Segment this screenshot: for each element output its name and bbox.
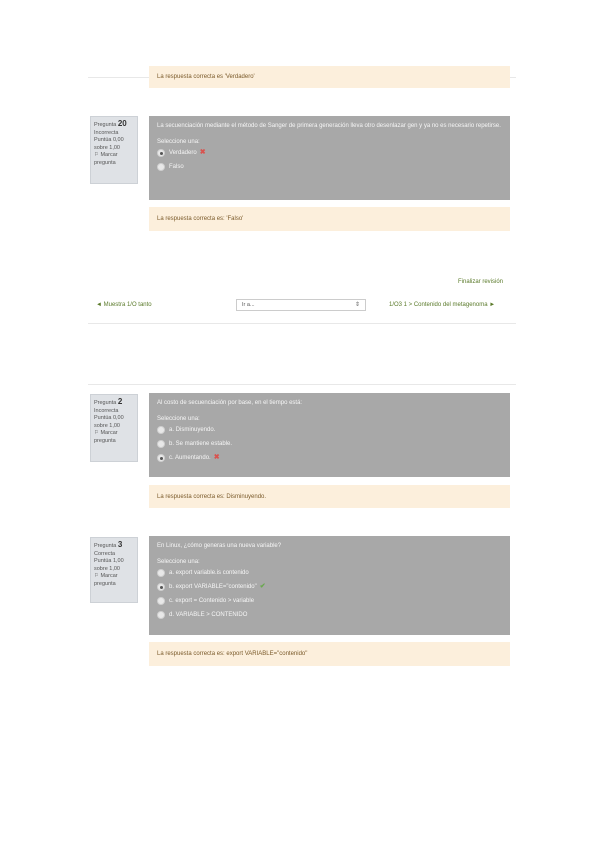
incorrect-icon: ✖ [213,454,220,461]
question-info-3 [90,537,138,603]
question-status: Correcta [94,550,116,557]
option-row[interactable] [157,566,502,580]
radio-button[interactable] [157,454,165,462]
option-label: d. VARIABLE > CONTENIDO [169,612,248,618]
jump-to-select[interactable] [236,299,366,311]
flag-label: Marcar pregunta [94,430,118,444]
check-icon: ✔ [259,583,266,590]
select-one-label: Seleccione una: [157,416,200,422]
select-one-label: Seleccione una: [157,139,200,145]
option-label: a. Disminuyendo. [169,427,216,433]
feedback-top [149,66,510,88]
question-box-3 [149,536,510,635]
option-label: b. Se mantiene estable. [169,441,233,447]
option-row[interactable] [157,608,502,622]
option-row[interactable] [157,580,502,594]
question-status: Incorrecta [94,407,119,414]
feedback-top-text: La respuesta correcta es 'Verdadero' [157,74,255,80]
option-row[interactable] [157,437,502,451]
radio-button[interactable] [157,597,165,605]
radio-button[interactable] [157,426,165,434]
question-prompt: La secuenciación mediante el método de Sanger de primera generación lleva otro desenlazar gen y ya no es necesario repetirse. [157,123,501,129]
feedback-3 [149,642,510,666]
question-box-2 [149,393,510,477]
option-label: c. Aumentando. [169,455,211,461]
question-info-20 [90,116,138,184]
option-label: Falso [169,164,184,170]
option-row[interactable] [157,594,502,608]
incorrect-icon: ✖ [199,149,206,156]
feedback-2 [149,485,510,508]
select-one-label: Seleccione una: [157,559,200,565]
flag-question-button[interactable] [94,573,134,588]
question-score: Puntúa 1,00 sobre 1,00 [94,558,124,572]
radio-button[interactable] [157,611,165,619]
option-label: Verdadero [169,150,197,156]
feedback-text: La respuesta correcta es: export VARIABLE="contenido" [157,651,308,657]
next-activity-link[interactable]: 1/O3 1 > Contenido del metagenoma ► [389,302,496,308]
question-prompt: Al costo de secuenciación por base, en el tiempo está: [157,400,303,406]
flag-label: Marcar pregunta [94,152,118,166]
question-number: 20 [117,119,127,128]
option-row[interactable] [157,146,502,160]
question-number: 3 [117,540,123,549]
radio-button[interactable] [157,149,165,157]
flag-label: Marcar pregunta [94,573,118,587]
flag-icon: ⚐ [94,152,99,158]
feedback-20 [149,207,510,231]
jump-to-select-value: Ir a... [242,302,255,308]
option-row[interactable] [157,160,502,174]
radio-button[interactable] [157,583,165,591]
feedback-text: La respuesta correcta es: 'Falso' [157,216,244,222]
prev-activity-link[interactable]: ◄ Muestra 1/O tanto [96,302,152,308]
question-info-2 [90,394,138,462]
flag-question-button[interactable] [94,430,134,445]
question-score: Puntúa 0,00 sobre 1,00 [94,137,124,151]
question-prompt: En Linux, ¿cómo generas una nueva variable? [157,543,282,549]
question-number: 2 [117,397,123,406]
radio-button[interactable] [157,569,165,577]
finish-review-link[interactable]: Finalizar revisión [458,279,504,285]
question-label: Pregunta [94,543,117,549]
divider-nav [88,323,516,324]
option-row[interactable] [157,423,502,437]
flag-question-button[interactable] [94,152,134,167]
chevron-updown-icon: ⇕ [354,302,360,308]
flag-icon: ⚐ [94,430,99,436]
divider-section [88,384,516,385]
question-status: Incorrecta [94,129,119,136]
question-score: Puntúa 0,00 sobre 1,00 [94,415,124,429]
option-label: b. export VARIABLE="contenido" [169,584,257,590]
option-row[interactable] [157,451,502,465]
option-label: a. export variable.is contenido [169,570,249,576]
option-label: c. export = Contenido > variable [169,598,255,604]
question-box-20 [149,116,510,200]
flag-icon: ⚐ [94,573,99,579]
radio-button[interactable] [157,163,165,171]
question-label: Pregunta [94,400,117,406]
feedback-text: La respuesta correcta es: Disminuyendo. [157,493,267,500]
radio-button[interactable] [157,440,165,448]
question-label: Pregunta [94,122,117,128]
